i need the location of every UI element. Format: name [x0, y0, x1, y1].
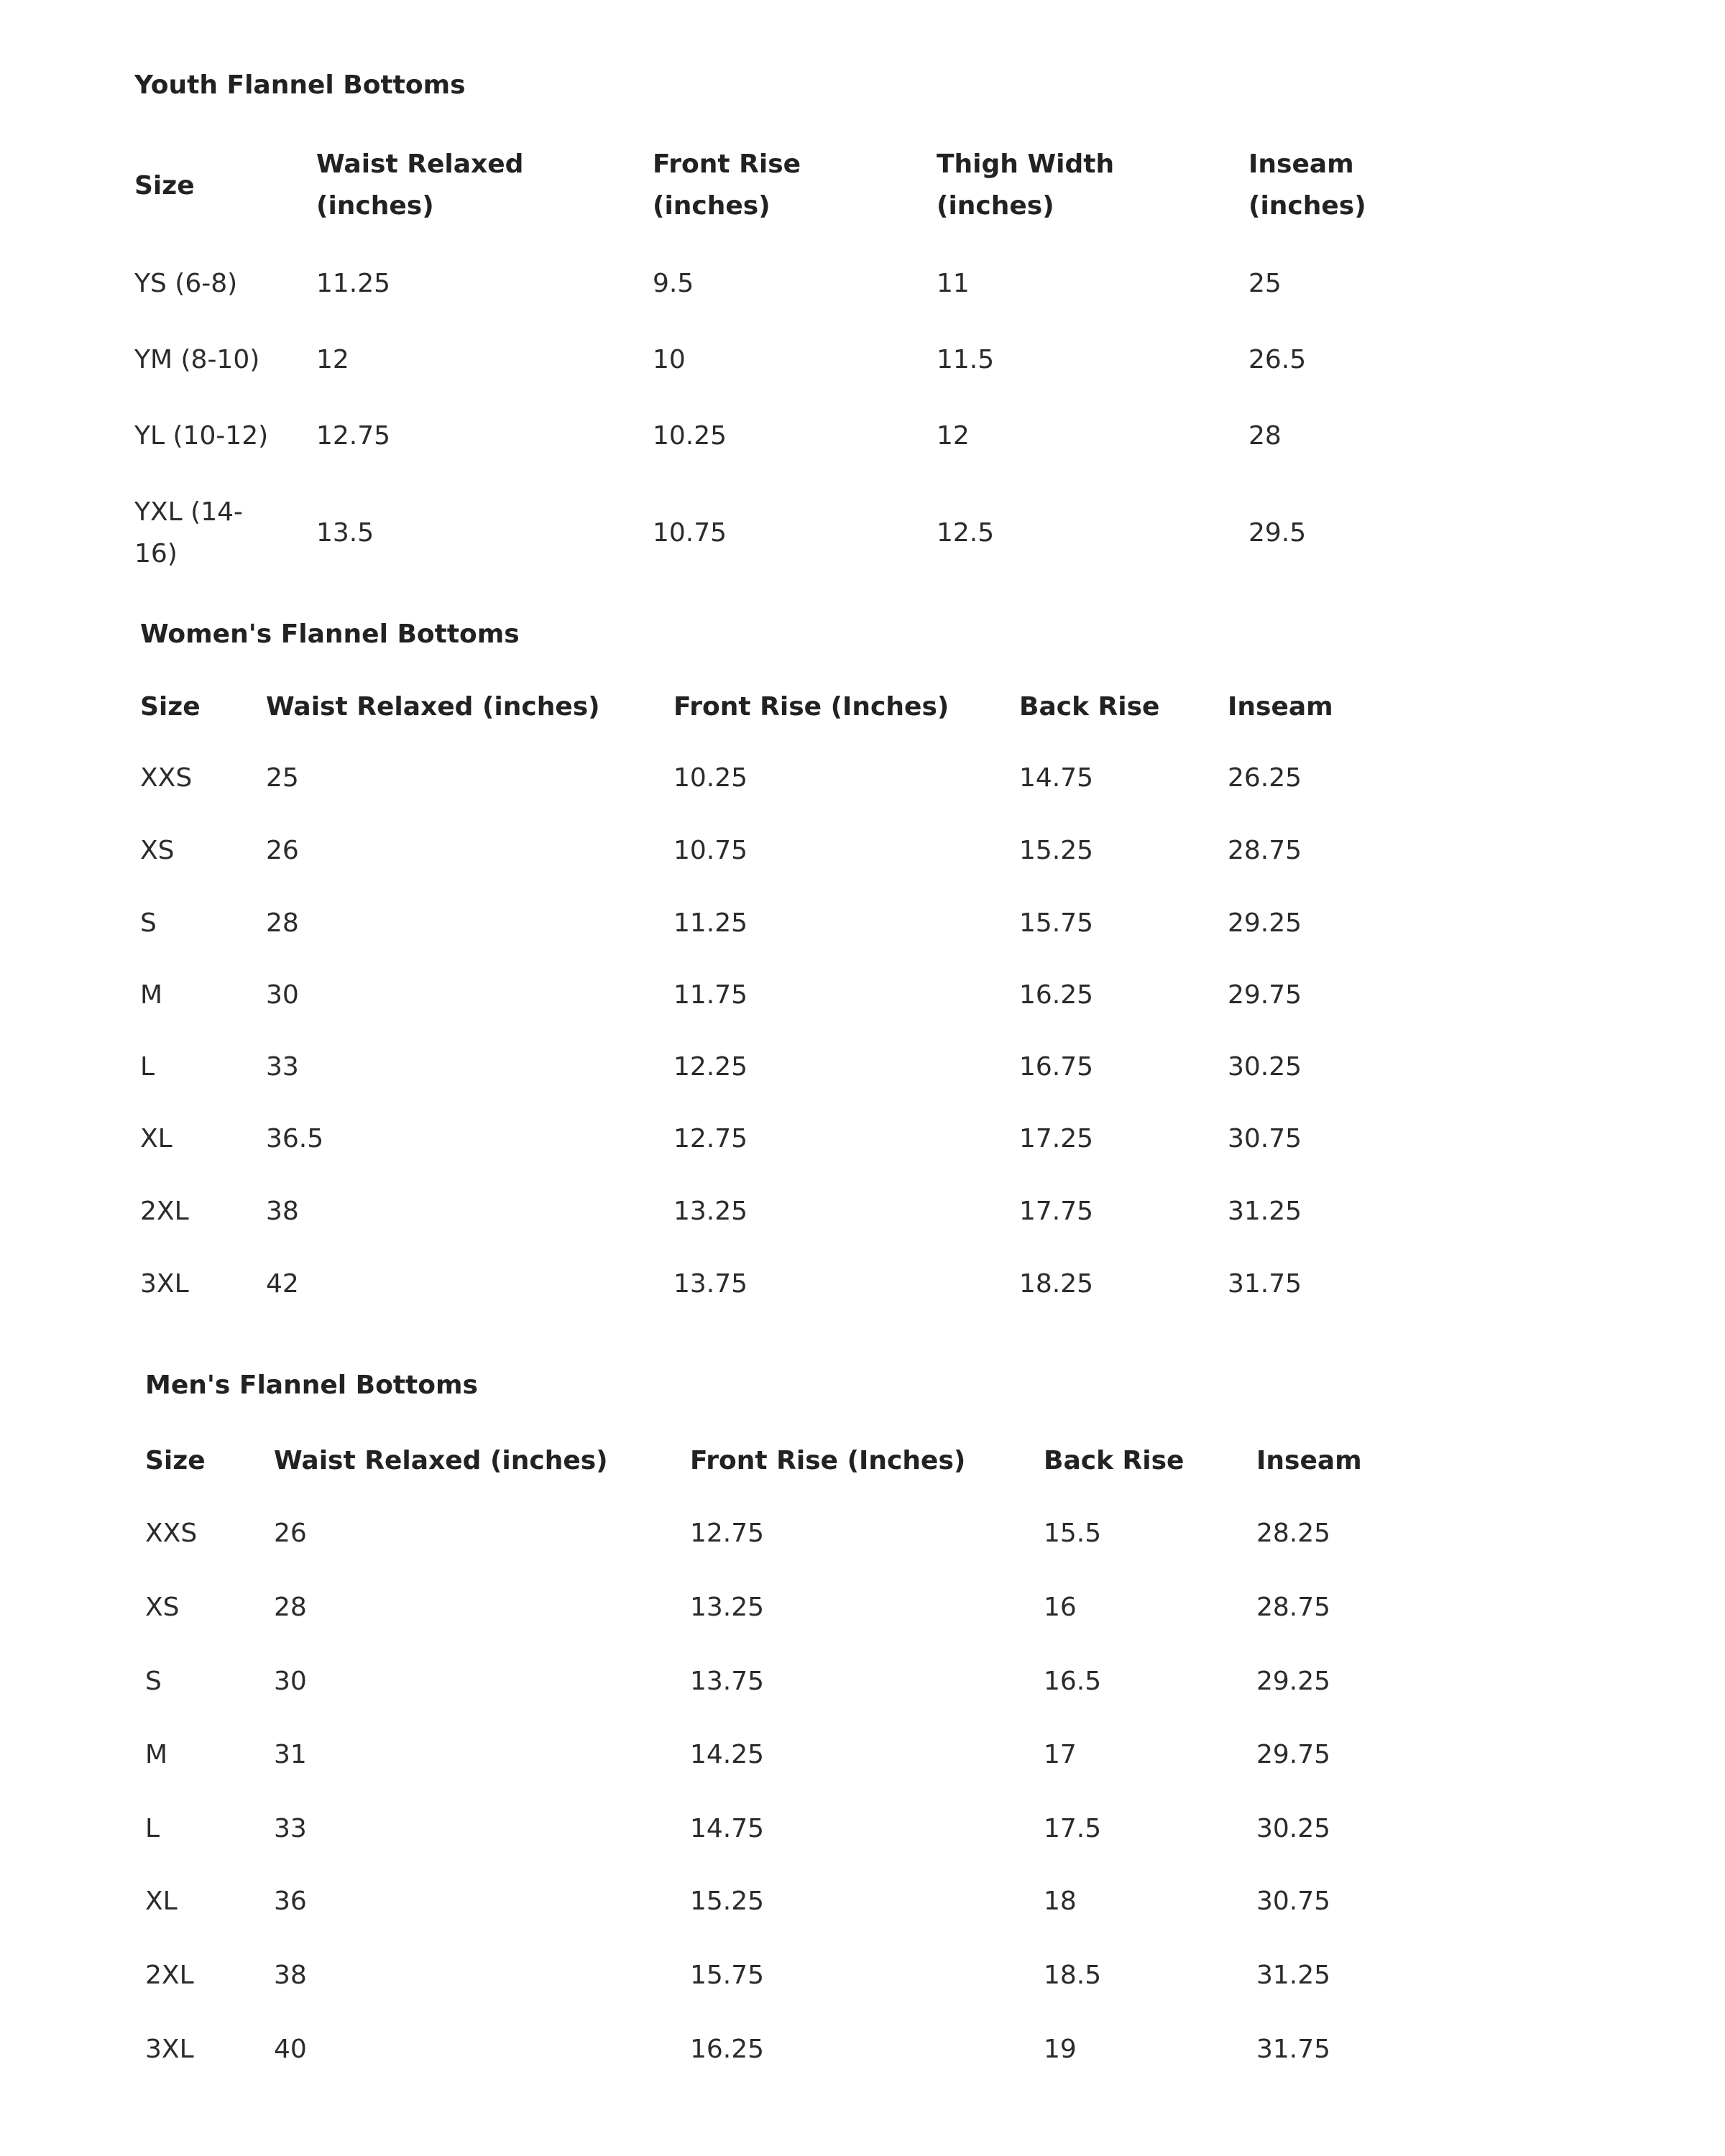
youth-row-inseam: 25 [1248, 269, 1282, 298]
women-row-back-rise: 16.25 [1019, 980, 1094, 1010]
men-row-back-rise: 17 [1044, 1740, 1077, 1769]
youth-row-waist: 13.5 [316, 518, 374, 548]
men-row-waist: 33 [274, 1814, 307, 1843]
women-row-waist: 36.5 [266, 1124, 324, 1153]
youth-row-front-rise: 9.5 [653, 269, 694, 298]
men-row-back-rise: 16.5 [1044, 1667, 1102, 1696]
youth-row-front-rise: 10.75 [653, 518, 727, 548]
men-row-size: M [145, 1740, 168, 1769]
men-row-size: XL [145, 1886, 178, 1916]
men-row-size: XS [145, 1593, 180, 1622]
women-row-waist: 38 [266, 1197, 299, 1226]
women-row-inseam: 30.25 [1228, 1052, 1302, 1082]
youth-row-inseam: 29.5 [1248, 518, 1307, 548]
women-row-front-rise: 10.75 [673, 836, 748, 865]
men-header-inseam: Inseam [1256, 1446, 1362, 1475]
men-section-title: Men's Flannel Bottoms [145, 1370, 478, 1400]
women-header-back-rise: Back Rise [1019, 692, 1160, 722]
youth-row-inseam: 26.5 [1248, 345, 1307, 374]
youth-row-size: YM (8-10) [134, 345, 260, 374]
men-header-size: Size [145, 1446, 206, 1475]
women-row-size: XXS [140, 763, 193, 793]
women-row-inseam: 29.75 [1228, 980, 1302, 1010]
women-row-waist: 25 [266, 763, 299, 793]
men-header-front-rise: Front Rise (Inches) [690, 1446, 966, 1475]
youth-row-thigh-width: 12.5 [937, 518, 995, 548]
women-header-size: Size [140, 692, 201, 722]
women-row-inseam: 31.25 [1228, 1197, 1302, 1226]
men-row-inseam: 31.75 [1256, 2035, 1331, 2064]
youth-row-front-rise: 10 [653, 345, 686, 374]
youth-row-size: YL (10-12) [134, 421, 269, 451]
men-row-inseam: 31.25 [1256, 1961, 1331, 1990]
women-row-size: L [140, 1052, 155, 1082]
women-row-front-rise: 13.75 [673, 1269, 748, 1299]
men-row-size: 3XL [145, 2035, 194, 2064]
women-row-size: XS [140, 836, 175, 865]
women-row-front-rise: 13.25 [673, 1197, 748, 1226]
men-row-waist: 31 [274, 1740, 307, 1769]
men-row-front-rise: 13.25 [690, 1593, 765, 1622]
men-row-inseam: 30.25 [1256, 1814, 1331, 1843]
women-row-inseam: 26.25 [1228, 763, 1302, 793]
youth-row-thigh-width: 11 [937, 269, 970, 298]
youth-row-size: YS (6-8) [134, 269, 238, 298]
men-header-waist: Waist Relaxed (inches) [274, 1446, 608, 1475]
men-row-back-rise: 17.5 [1044, 1814, 1102, 1843]
women-row-inseam: 30.75 [1228, 1124, 1302, 1153]
women-row-inseam: 31.75 [1228, 1269, 1302, 1299]
youth-row-front-rise: 10.25 [653, 421, 727, 451]
women-row-back-rise: 17.25 [1019, 1124, 1094, 1153]
youth-row-inseam: 28 [1248, 421, 1282, 451]
men-row-front-rise: 15.25 [690, 1886, 765, 1916]
women-row-size: M [140, 980, 163, 1010]
youth-row-thigh-width: 11.5 [937, 345, 995, 374]
women-row-back-rise: 17.75 [1019, 1197, 1094, 1226]
men-row-inseam: 29.25 [1256, 1667, 1331, 1696]
youth-header-inseam: Inseam (inches) [1248, 149, 1366, 221]
men-row-waist: 38 [274, 1961, 307, 1990]
youth-header-size: Size [134, 171, 195, 201]
men-row-front-rise: 15.75 [690, 1961, 765, 1990]
youth-row-size: YXL (14-16) [134, 497, 243, 568]
women-row-size: 2XL [140, 1197, 189, 1226]
men-row-front-rise: 13.75 [690, 1667, 765, 1696]
men-row-back-rise: 19 [1044, 2035, 1077, 2064]
women-row-back-rise: 16.75 [1019, 1052, 1094, 1082]
women-header-front-rise: Front Rise (Inches) [673, 692, 949, 722]
men-row-size: XXS [145, 1519, 198, 1548]
youth-header-waist: Waist Relaxed (inches) [316, 149, 524, 221]
men-row-back-rise: 18 [1044, 1886, 1077, 1916]
women-row-back-rise: 15.75 [1019, 908, 1094, 938]
women-row-inseam: 29.25 [1228, 908, 1302, 938]
men-row-waist: 36 [274, 1886, 307, 1916]
men-row-inseam: 28.75 [1256, 1593, 1331, 1622]
women-row-front-rise: 11.75 [673, 980, 748, 1010]
men-row-waist: 26 [274, 1519, 307, 1548]
men-row-size: 2XL [145, 1961, 194, 1990]
women-row-size: XL [140, 1124, 172, 1153]
youth-row-waist: 11.25 [316, 269, 391, 298]
men-row-waist: 40 [274, 2035, 307, 2064]
women-row-front-rise: 11.25 [673, 908, 748, 938]
men-row-back-rise: 18.5 [1044, 1961, 1102, 1990]
women-row-waist: 26 [266, 836, 299, 865]
men-row-size: L [145, 1814, 160, 1843]
youth-header-thigh-width: Thigh Width (inches) [937, 149, 1115, 221]
women-header-waist: Waist Relaxed (inches) [266, 692, 600, 722]
women-row-size: 3XL [140, 1269, 189, 1299]
men-header-back-rise: Back Rise [1044, 1446, 1184, 1475]
youth-row-waist: 12 [316, 345, 349, 374]
women-row-waist: 33 [266, 1052, 299, 1082]
men-row-front-rise: 16.25 [690, 2035, 765, 2064]
youth-section-title: Youth Flannel Bottoms [134, 70, 466, 100]
youth-row-thigh-width: 12 [937, 421, 970, 451]
women-row-back-rise: 18.25 [1019, 1269, 1094, 1299]
women-row-back-rise: 14.75 [1019, 763, 1094, 793]
women-row-size: S [140, 908, 157, 938]
men-row-inseam: 30.75 [1256, 1886, 1331, 1916]
women-row-back-rise: 15.25 [1019, 836, 1094, 865]
men-row-inseam: 28.25 [1256, 1519, 1331, 1548]
men-row-front-rise: 14.75 [690, 1814, 765, 1843]
men-row-size: S [145, 1667, 162, 1696]
women-row-front-rise: 12.75 [673, 1124, 748, 1153]
men-row-waist: 30 [274, 1667, 307, 1696]
women-row-waist: 30 [266, 980, 299, 1010]
men-row-waist: 28 [274, 1593, 307, 1622]
youth-header-front-rise: Front Rise (inches) [653, 149, 801, 221]
women-row-front-rise: 10.25 [673, 763, 748, 793]
men-row-front-rise: 14.25 [690, 1740, 765, 1769]
women-row-inseam: 28.75 [1228, 836, 1302, 865]
women-row-front-rise: 12.25 [673, 1052, 748, 1082]
women-header-inseam: Inseam [1228, 692, 1333, 722]
men-row-back-rise: 15.5 [1044, 1519, 1102, 1548]
women-row-waist: 42 [266, 1269, 299, 1299]
men-row-inseam: 29.75 [1256, 1740, 1331, 1769]
men-row-back-rise: 16 [1044, 1593, 1077, 1622]
youth-row-waist: 12.75 [316, 421, 391, 451]
women-section-title: Women's Flannel Bottoms [140, 619, 520, 649]
men-row-front-rise: 12.75 [690, 1519, 765, 1548]
women-row-waist: 28 [266, 908, 299, 938]
